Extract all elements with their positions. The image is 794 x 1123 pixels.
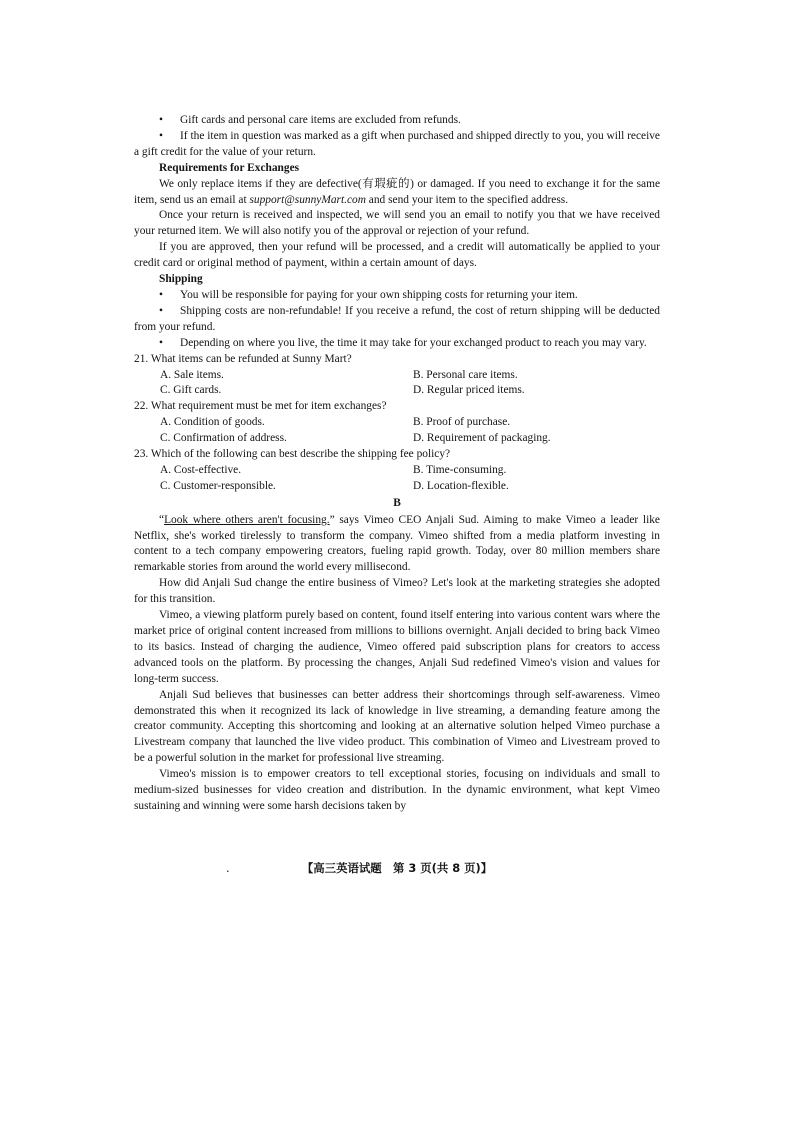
option-d: D. Regular priced items. bbox=[413, 384, 525, 397]
passage-b-label: B bbox=[393, 496, 401, 509]
bullet-icon: • bbox=[159, 336, 163, 349]
refund-bullet: • If the item in question was marked as a gift when purchased and shipped directly to you, you will receive a gift credit for the value of your return. bbox=[134, 129, 660, 158]
option-b: B. Time-consuming. bbox=[413, 463, 507, 476]
option-a: A. Condition of goods. bbox=[160, 416, 265, 429]
exchanges-paragraph: Once your return is received and inspected, we will send you an email to notify you that we have received your returned item. We will also notify you of the approval or rejection of your refund. bbox=[134, 209, 660, 238]
underlined-quote: Look where others aren't focusing. bbox=[164, 513, 330, 526]
question-options bbox=[134, 415, 660, 447]
exchanges-paragraph: We only replace items if they are defective(有瑕疵的) or damaged. If you need to exchange it for the same item, send us an email at support@sunnyMart.com and send your item to the specified address. bbox=[134, 177, 660, 206]
option-d: D. Requirement of packaging. bbox=[413, 432, 551, 445]
shipping-heading: Shipping bbox=[159, 273, 203, 286]
page-footer bbox=[0, 861, 794, 877]
option-c: C. Gift cards. bbox=[160, 384, 222, 397]
bullet-icon: • bbox=[159, 288, 163, 301]
shipping-bullet: • Shipping costs are non-refundable! If you receive a refund, the cost of return shipping will be deducted from your refund. bbox=[134, 304, 660, 333]
option-c: C. Customer-responsible. bbox=[160, 479, 276, 492]
question-stem: 22. What requirement must be met for item exchanges? bbox=[134, 400, 387, 413]
support-email: support@sunnyMart.com bbox=[249, 193, 366, 206]
option-c: C. Confirmation of address. bbox=[160, 432, 287, 445]
question-options bbox=[134, 368, 660, 400]
option-b: B. Personal care items. bbox=[413, 368, 518, 381]
bullet-icon: • bbox=[159, 304, 163, 317]
passage-paragraph: “Look where others aren't focusing.” says Vimeo CEO Anjali Sud. Aiming to make Vimeo a leader like Netflix, she's worked tirelessly to transform the company. Vimeo shifted from a media platform investing in content to a tech company empowering creators, fueling rapid growth. Today, over 80 million members share remarkable stories from around the world every millisecond. bbox=[134, 513, 660, 574]
bullet-icon: • bbox=[159, 114, 163, 126]
exchanges-heading: Requirements for Exchanges bbox=[159, 161, 300, 174]
option-a: A. Sale items. bbox=[160, 368, 224, 381]
option-b: B. Proof of purchase. bbox=[413, 416, 511, 429]
exchanges-paragraph: If you are approved, then your refund will be processed, and a credit will automatically be applied to your credit card or original method of payment, within a certain amount of days. bbox=[134, 241, 660, 270]
passage-paragraph: Anjali Sud believes that businesses can better address their shortcomings through self-awareness. Vimeo demonstrated this when it recognized its lack of knowledge in live streaming, a demanding feature among the creator community. Accepting this shortcoming and looking at an alternative solution helped Vimeo purchase a Livestream company that launched the live video product. This combination of Vimeo and Livestream proved to be a powerful solution in the market for professional live streaming. bbox=[134, 688, 660, 765]
shipping-bullet: • Depending on where you live, the time it may take for your exchanged product to reach you may vary. bbox=[134, 336, 660, 352]
passage-paragraph: Vimeo, a viewing platform purely based on content, found itself entering into various content wars where the market price of original content increased from millions to billions overnight. Anjali decided to bring back Vimeo to its basics. Instead of charging the audience, Vimeo offered paid subscription plans for creators to access advanced tools on the platform. By processing the changes, Anjali Sud redefined Vimeo's vision and values for long-term success. bbox=[134, 609, 660, 685]
option-a: A. Cost-effective. bbox=[160, 463, 242, 476]
question-options bbox=[134, 463, 660, 495]
passage-paragraph: How did Anjali Sud change the entire business of Vimeo? Let's look at the marketing strategies she adopted for this transition. bbox=[134, 577, 660, 606]
footer-text: 【高三英语试题 第 3 页(共 8 页)】 bbox=[301, 861, 493, 875]
question-stem: 23. Which of the following can best describe the shipping fee policy? bbox=[134, 448, 451, 461]
passage-paragraph: Vimeo's mission is to empower creators to tell exceptional stories, focusing on individuals and small to medium-sized businesses for video creation and distribution. In the dynamic environment, what kept Vimeo sustaining and winning were some harsh decisions taken by bbox=[134, 768, 660, 812]
question-stem: 21. What items can be refunded at Sunny Mart? bbox=[134, 352, 352, 365]
option-d: D. Location-flexible. bbox=[413, 479, 509, 492]
footer-speck: . bbox=[226, 861, 230, 875]
bullet-icon: • bbox=[159, 129, 163, 142]
question-21 bbox=[134, 352, 660, 400]
refund-bullet: • Gift cards and personal care items are excluded from refunds. bbox=[134, 113, 660, 129]
question-23 bbox=[134, 447, 660, 495]
question-22 bbox=[134, 399, 660, 447]
shipping-bullet: • You will be responsible for paying for your own shipping costs for returning your item. bbox=[134, 288, 660, 304]
